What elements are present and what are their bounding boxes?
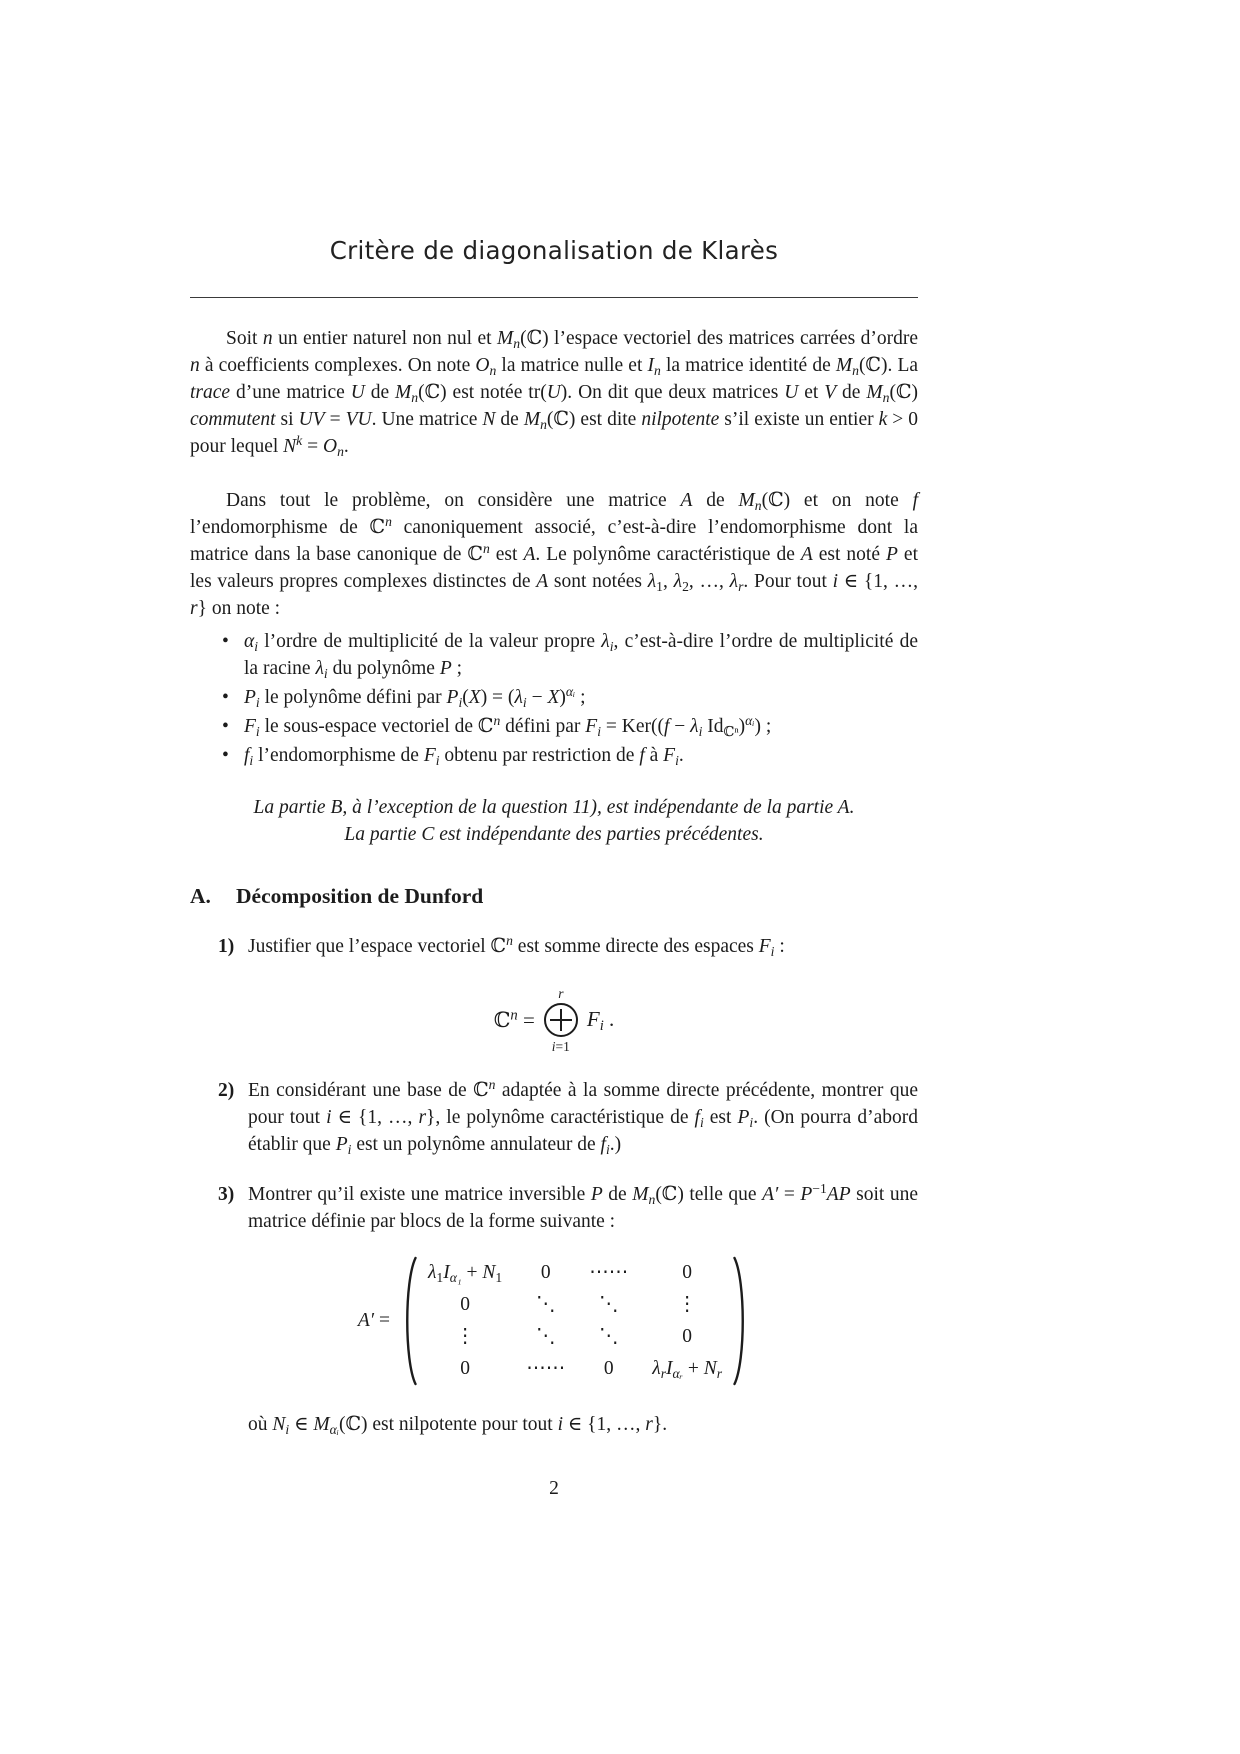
matrix-lhs: A′ =: [357, 1310, 390, 1331]
direct-sum-operator: [544, 986, 578, 1054]
list-item-text: Pi le polynôme défini par $Pi(X) = (\lambda i - X)^{\alpha ᵢ}$ ;: [244, 683, 586, 710]
list-item-text: Fi le sous-espace vectoriel de ℂ$^n$ défini par Fi = Ker((f − λi $Id_{ℂ^n})^{\alpha ᵢ}$) ;: [244, 712, 772, 739]
matrix-cell: ⋮: [455, 1326, 475, 1347]
matrix-cell: ⋮: [677, 1294, 697, 1315]
matrix-grid: [418, 1256, 732, 1386]
list-item: [190, 684, 918, 711]
matrix-cell: ⋯⋯: [526, 1358, 566, 1379]
matrix-cell: ⋱: [598, 1326, 619, 1347]
equation-lhs: ℂ$^n$ =: [493, 1006, 535, 1032]
sum-lower-limit: i=1: [551, 1039, 570, 1054]
question-2-number: 2): [218, 1080, 235, 1101]
bullet-icon: •: [222, 745, 229, 766]
part-independence-note: [190, 794, 918, 848]
matrix-cell: $\lambda_1I\alpha_1 + N_1$: [427, 1262, 503, 1285]
intro-paragraph-2: Dans tout le problème, on considère une matrice A de Mn(ℂ) et on note f l’endomorphisme de ℂ$^n$ canoniquement associé, c’est-à-dire l’endomorphisme dont la matrice dans la base canonique de ℂ$^n$ est A. Le polynôme caractéristique de A est noté P et les valeurs propres complexes distinctes de A sont notées $\lambda_1$, $\lambda_2$, …, λr. Pour tout i ∈ {1, …, r} on note :: [190, 490, 919, 619]
question-1-number: 1): [218, 936, 235, 957]
matrix-cell: 0: [603, 1358, 614, 1379]
title-rule: [190, 297, 918, 298]
question-3-body: Montrer qu’il existe une matrice inversible P de Mn(ℂ) telle que $A' = P^{-1}AP$ soit une matrice définie par blocs de la forme suivante :: [248, 1180, 918, 1232]
bullet-icon: •: [222, 631, 229, 652]
question-1: [190, 933, 918, 960]
matrix-cell: 0: [682, 1262, 693, 1283]
bullet-icon: •: [222, 716, 229, 737]
question-1-body: Justifier que l’espace vectoriel ℂ$^n$ est somme directe des espaces Fi :: [248, 932, 785, 959]
matrix-cell: 0: [460, 1294, 470, 1315]
matrix-cell: ⋱: [535, 1326, 556, 1347]
bullet-icon: •: [222, 687, 229, 708]
list-item: [190, 713, 918, 740]
matrix-cell: 0: [682, 1326, 693, 1347]
matrix-cell: 0: [460, 1358, 470, 1379]
section-title: Décomposition de Dunford: [236, 884, 484, 908]
intro-paragraph-1: Soit n un entier naturel non nul et Mn(ℂ) l’espace vectoriel des matrices carrées d’ordre n à coefficients complexes. On note On la matrice nulle et In la matrice identité de Mn(ℂ). La trace d’une matrice U de Mn(ℂ) est notée tr(U). On dit que deux matrices U et V de Mn(ℂ) commutent si UV = VU. Une matrice N de Mn(ℂ) est dite nilpotente s’il existe un entier k > 0 pour lequel $N^k = On$.: [190, 328, 919, 459]
sum-upper-limit: r: [558, 986, 564, 1001]
list-item-text: αi l’ordre de multiplicité de la valeur propre λi, c’est-à-dire l’ordre de multiplicité de la racine λi du polynôme P ;: [244, 631, 918, 681]
matrix-cell: ⋱: [598, 1294, 619, 1315]
matrix-cell: ⋯⋯: [589, 1262, 629, 1283]
right-paren-icon: [732, 1255, 750, 1387]
note-line-2: La partie C est indépendante des parties précédentes.: [344, 824, 764, 845]
matrix-cell: ⋱: [535, 1294, 556, 1315]
list-item-text: fi l’endomorphisme de Fi obtenu par restriction de f à Fi.: [244, 745, 684, 768]
oplus-icon: [544, 1003, 578, 1037]
direct-sum-equation: [190, 986, 918, 1054]
question-3: [190, 1181, 918, 1235]
list-item: [190, 628, 918, 682]
question-2-body: En considérant une base de ℂ$^n$ adaptée à la somme directe précédente, montrer que pour tout i ∈ {1, …, r}, le polynôme caractéristique de fi est Pi. (On pourra d’abord établir que Pi est un polynôme annulateur de fi.): [248, 1076, 918, 1157]
where-clause: où Ni ∈ Mαᵢ(ℂ) est nilpotente pour tout i ∈ {1, …, r}.: [248, 1414, 668, 1437]
page-title: Critère de diagonalisation de Klarès: [329, 236, 779, 265]
equation-rhs: Fi .: [586, 1006, 615, 1034]
question-2: [190, 1077, 918, 1158]
note-line-1: La partie B, à l’exception de la question 11), est indépendante de la partie A.: [253, 797, 855, 818]
left-paren-icon: [400, 1255, 418, 1387]
matrix-cell: λrIαᵣ + Nr: [652, 1358, 723, 1381]
list-item: [190, 742, 918, 769]
section-label: A.: [190, 884, 211, 908]
block-matrix-equation: [190, 1255, 918, 1387]
question-3-number: 3): [218, 1184, 235, 1205]
section-a-heading: [190, 882, 918, 910]
notation-list: [190, 628, 918, 769]
page-number: 2: [549, 1478, 559, 1499]
matrix-cell: 0: [540, 1262, 551, 1283]
